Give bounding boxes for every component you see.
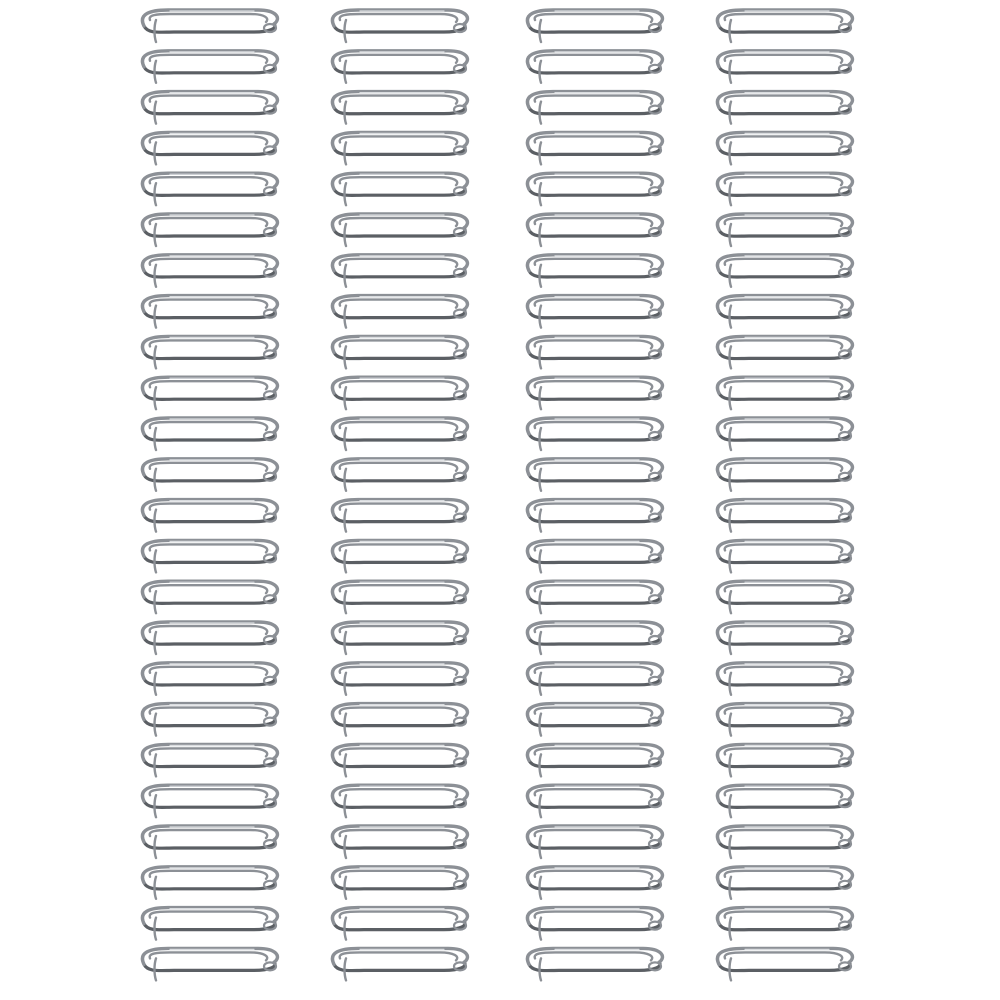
- wire-loop: [332, 418, 467, 450]
- wire-loop: [717, 948, 852, 980]
- wire-loop: [527, 173, 662, 205]
- wire-loop: [527, 826, 662, 858]
- wire-loop: [142, 132, 277, 164]
- wire-loop: [332, 622, 467, 654]
- wire-loop: [332, 867, 467, 899]
- wire-spine: [717, 10, 852, 980]
- wire-loop: [142, 418, 277, 450]
- wire-loop: [142, 500, 277, 532]
- wire-loop: [332, 908, 467, 940]
- wire-loop: [332, 377, 467, 409]
- wire-loop: [527, 540, 662, 572]
- wire-loop: [527, 296, 662, 328]
- wire-loop: [717, 377, 852, 409]
- wire-loop: [142, 51, 277, 83]
- wire-loop: [142, 377, 277, 409]
- wire-loop: [142, 622, 277, 654]
- wire-loop: [527, 336, 662, 368]
- wire-loop: [527, 622, 662, 654]
- wire-loop: [332, 336, 467, 368]
- wire-loop: [527, 581, 662, 613]
- wire-loop: [142, 581, 277, 613]
- wire-loop: [142, 296, 277, 328]
- wire-spine: [527, 10, 662, 980]
- wire-loop: [717, 908, 852, 940]
- wire-loop: [332, 500, 467, 532]
- wire-loop: [717, 173, 852, 205]
- wire-loop: [332, 704, 467, 736]
- wire-loop: [332, 214, 467, 246]
- wire-loop: [332, 296, 467, 328]
- wire-loop: [142, 744, 277, 776]
- wire-loop: [717, 540, 852, 572]
- wire-loop: [717, 418, 852, 450]
- wire-loop: [332, 663, 467, 695]
- wire-loop: [717, 10, 852, 42]
- wire-loop: [527, 255, 662, 287]
- wire-loop: [527, 418, 662, 450]
- wire-loop: [717, 500, 852, 532]
- wire-spine: [142, 10, 277, 980]
- wire-loop: [142, 336, 277, 368]
- wire-loop: [142, 459, 277, 491]
- wire-loop: [717, 214, 852, 246]
- wire-loop: [142, 785, 277, 817]
- wire-loop: [717, 663, 852, 695]
- wire-loop: [332, 92, 467, 124]
- wire-loop: [717, 92, 852, 124]
- wire-loop: [717, 296, 852, 328]
- wire-loop: [717, 826, 852, 858]
- wire-loop: [332, 785, 467, 817]
- wire-loop: [527, 459, 662, 491]
- wire-loop: [332, 744, 467, 776]
- wire-loop: [142, 173, 277, 205]
- wire-loop: [527, 214, 662, 246]
- wire-loop: [142, 867, 277, 899]
- wire-loop: [527, 377, 662, 409]
- wire-loop: [332, 255, 467, 287]
- wire-loop: [142, 826, 277, 858]
- wire-loop: [332, 173, 467, 205]
- wire-loop: [332, 581, 467, 613]
- wire-loop: [527, 500, 662, 532]
- wire-loop: [527, 785, 662, 817]
- wire-spine: [332, 10, 467, 980]
- wire-loop: [717, 132, 852, 164]
- wire-loop: [142, 10, 277, 42]
- wire-loop: [717, 581, 852, 613]
- wire-loop: [717, 744, 852, 776]
- wire-loop: [332, 51, 467, 83]
- wire-loop: [332, 10, 467, 42]
- wire-loop: [527, 867, 662, 899]
- wire-loop: [142, 214, 277, 246]
- wire-loop: [717, 51, 852, 83]
- wire-loop: [142, 92, 277, 124]
- wire-loop: [527, 663, 662, 695]
- wire-loop: [717, 867, 852, 899]
- wire-loop: [527, 51, 662, 83]
- wire-loop: [332, 948, 467, 980]
- wire-loop: [527, 92, 662, 124]
- wire-loop: [332, 132, 467, 164]
- wire-loop: [717, 336, 852, 368]
- wire-loop: [717, 785, 852, 817]
- wire-loop: [142, 908, 277, 940]
- wire-loop: [527, 948, 662, 980]
- wire-loop: [142, 948, 277, 980]
- wire-loop: [527, 132, 662, 164]
- wire-loop: [717, 704, 852, 736]
- wire-loop: [527, 744, 662, 776]
- wire-loop: [717, 255, 852, 287]
- wire-loop: [332, 826, 467, 858]
- wire-loop: [527, 908, 662, 940]
- wire-loop: [142, 540, 277, 572]
- wire-loop: [717, 459, 852, 491]
- wire-loop: [142, 255, 277, 287]
- wire-loop: [332, 459, 467, 491]
- wire-loop: [527, 704, 662, 736]
- wire-loop: [717, 622, 852, 654]
- wire-loop: [142, 704, 277, 736]
- wire-loop: [332, 540, 467, 572]
- wire-loop: [527, 10, 662, 42]
- wire-loop: [142, 663, 277, 695]
